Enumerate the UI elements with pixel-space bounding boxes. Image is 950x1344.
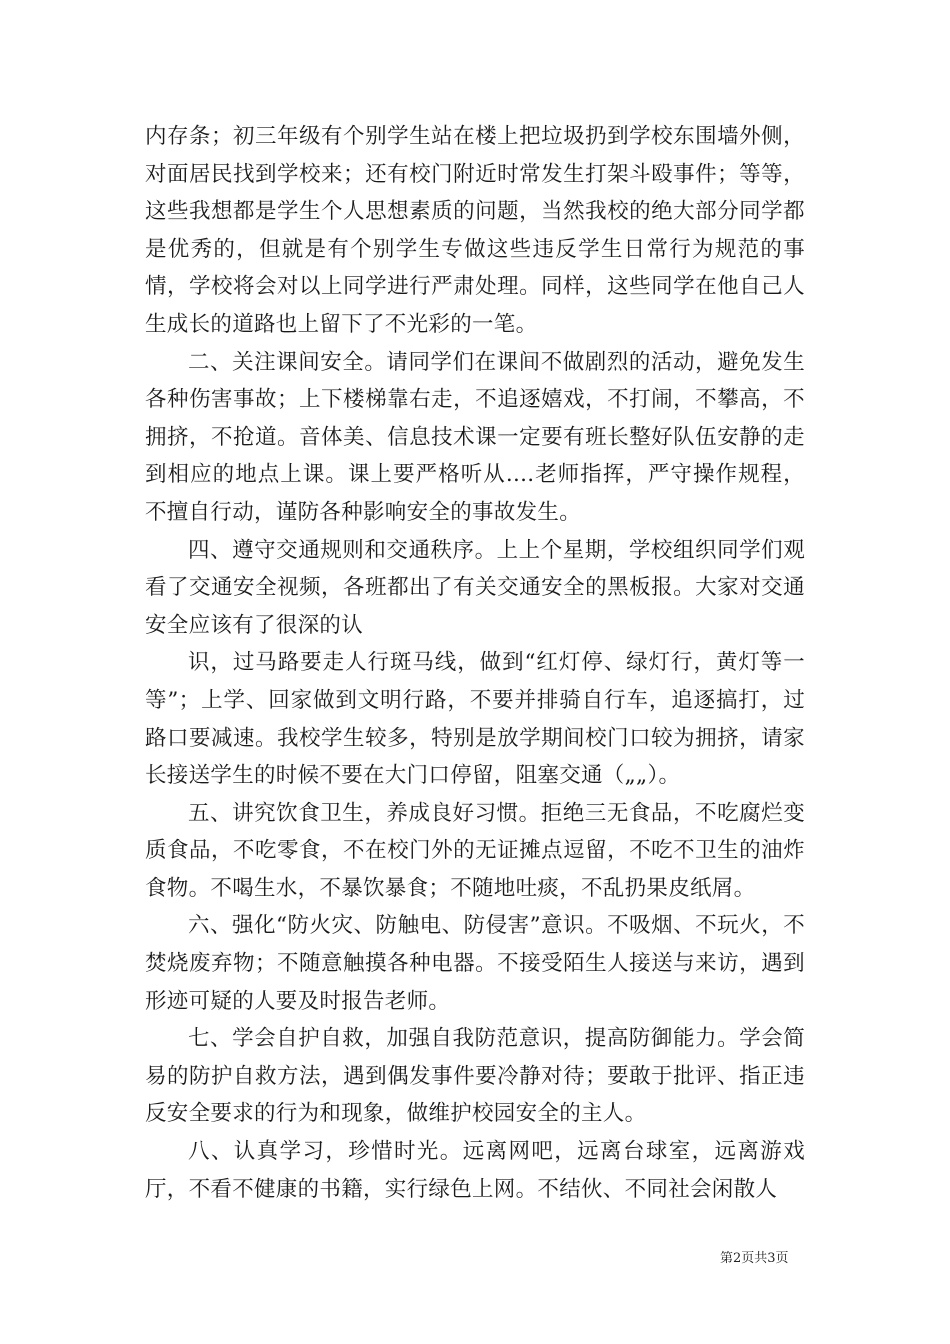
paragraph-continued: 内存条；初三年级有个别学生站在楼上把垃圾扔到学校东围墙外侧，对面居民找到学校来；还有校门附近时常发生打架斗殴事件；等等，这些我想都是学生个人思想素质的问题，当然我校的绝大部分同学都是优秀的，但就是有个别学生专做这些违反学生日常行为规范的事情，学校将会对以上同学进行严肃处理。同样，这些同学在他自己人生成长的道路也上留下了不光彩的一笔。	[145, 124, 805, 337]
paragraph-food-hygiene: 五、讲究饮食卫生，养成良好习惯。拒绝三无食品，不吃腐烂变质食品，不吃零食，不在校门外的无证摊点逗留，不吃不卫生的油炸食物。不喝生水，不暴饮暴食；不随地吐痰，不乱扔果皮纸屑。	[145, 800, 805, 901]
page-number-footer: 第2页共3页	[720, 1251, 789, 1266]
paragraph-traffic-rules: 四、遵守交通规则和交通秩序。上上个星期，学校组织同学们观看了交通安全视频，各班都出了有关交通安全的黑板报。大家对交通安全应该有了很深的认	[145, 537, 805, 638]
paragraph-self-protection: 七、学会自护自救，加强自我防范意识，提高防御能力。学会简易的防护自救方法，遇到偶发事件要冷静对待；要敢于批评、指正违反安全要求的行为和现象，做维护校园安全的主人。	[145, 1026, 805, 1127]
paragraph-traffic-continued: 识，过马路要走人行斑马线，做到“红灯停、绿灯行，黄灯等一等”；上学、回家做到文明行路，不要并排骑自行车，追逐搞打，过路口要减速。我校学生较多，特别是放学期间校门口较为拥挤，请家长接送学生的时候不要在大门口停留，阻塞交通（„„）。	[145, 650, 805, 789]
document-body	[145, 118, 805, 1208]
paragraph-class-break-safety: 二、关注课间安全。请同学们在课间不做剧烈的活动，避免发生各种伤害事故；上下楼梯靠右走，不追逐嬉戏，不打闹，不攀高，不拥挤，不抢道。音体美、信息技术课一定要有班长整好队伍安静的走到相应的地点上课。课上要严格听从....老师指挥，严守操作规程，不擅自行动，谨防各种影响安全的事故发生。	[145, 349, 805, 525]
paragraph-fire-safety: 六、强化“防火灾、防触电、防侵害”意识。不吸烟、不玩火，不焚烧废弃物；不随意触摸各种电器。不接受陌生人接送与来访，遇到形迹可疑的人要及时报告老师。	[145, 913, 805, 1014]
paragraph-study-hard: 八、认真学习，珍惜时光。远离网吧，远离台球室，远离游戏厅，不看不健康的书籍，实行绿色上网。不结伙、不同社会闲散人	[145, 1139, 805, 1202]
